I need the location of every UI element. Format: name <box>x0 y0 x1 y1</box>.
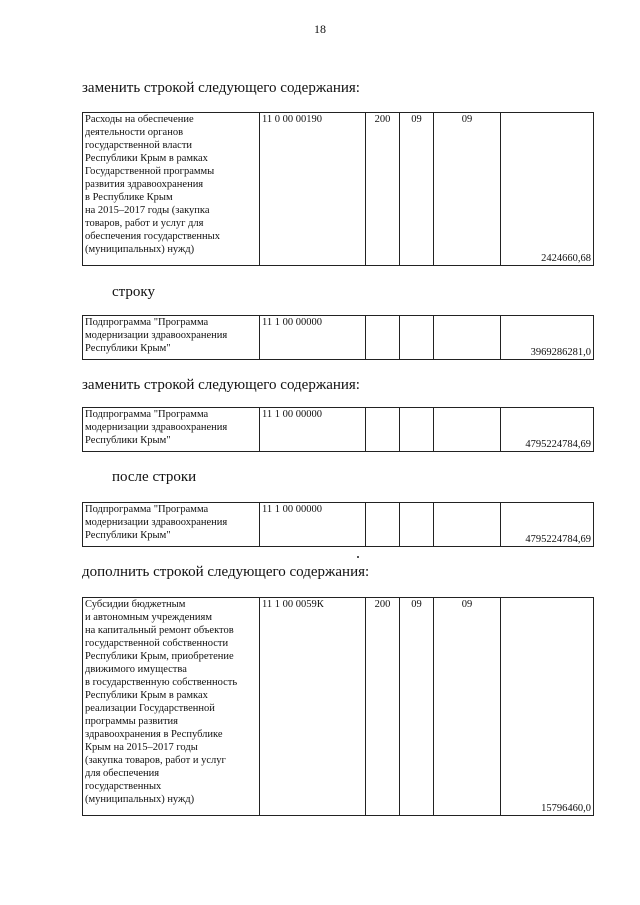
budget-row-table-5 <box>82 597 594 816</box>
section-code: 09 <box>400 598 434 816</box>
row-name <box>83 316 260 360</box>
name-line: (муниципальных) нужд) <box>85 794 195 805</box>
table-row <box>83 598 594 816</box>
name-line: государственной собственности <box>85 638 229 649</box>
subsection-code <box>434 316 501 360</box>
amount: 4795224784,69 <box>501 408 594 452</box>
name-line: реализации Государственной <box>85 703 215 714</box>
row-name <box>83 598 260 816</box>
section-code <box>400 316 434 360</box>
name-line: Подпрограмма "Программа <box>85 409 209 420</box>
budget-row-table-2 <box>82 315 594 360</box>
name-line: обеспечения государственных <box>85 231 220 242</box>
target-article-code: 11 0 00 00190 <box>260 113 366 266</box>
amount: 3969286281,0 <box>501 316 594 360</box>
name-line: государственной власти <box>85 140 193 151</box>
name-line: программы развития <box>85 716 178 727</box>
expense-type-code: 200 <box>366 113 400 266</box>
subsection-code <box>434 503 501 547</box>
target-article-code: 11 1 00 00000 <box>260 408 366 452</box>
name-line: товаров, работ и услуг для <box>85 218 204 229</box>
row-name <box>83 113 260 266</box>
row-name <box>83 408 260 452</box>
section-code: 09 <box>400 113 434 266</box>
expense-type-code <box>366 316 400 360</box>
subsection-code <box>434 408 501 452</box>
name-line: Республики Крым, приобретение <box>85 651 234 662</box>
heading-after-row: после строки <box>112 469 197 485</box>
budget-row-table-1 <box>82 112 594 266</box>
name-line: в Республике Крым <box>85 192 173 203</box>
subsection-code: 09 <box>434 598 501 816</box>
heading-replace-2: заменить строкой следующего содержания: <box>82 377 360 393</box>
name-line: государственных <box>85 781 162 792</box>
name-line: и автономным учреждениям <box>85 612 212 623</box>
budget-row-table-3 <box>82 407 594 452</box>
expense-type-code <box>366 408 400 452</box>
page-number: 18 <box>314 22 326 36</box>
heading-replace-1: заменить строкой следующего содержания: <box>82 80 360 96</box>
name-line: на 2015–2017 годы (закупка <box>85 205 210 216</box>
target-article-code: 11 1 00 00000 <box>260 316 366 360</box>
expense-type-code <box>366 503 400 547</box>
table-row <box>83 316 594 360</box>
name-line: развития здравоохранения <box>85 179 204 190</box>
expense-type-code: 200 <box>366 598 400 816</box>
name-line: модернизации здравоохранения <box>85 330 228 341</box>
name-line: деятельности органов <box>85 127 184 138</box>
name-line: (закупка товаров, работ и услуг <box>85 755 226 766</box>
name-line: в государственную собственность <box>85 677 238 688</box>
name-line: модернизации здравоохранения <box>85 422 228 433</box>
name-line: Республики Крым в рамках <box>85 690 208 701</box>
name-line: Подпрограмма "Программа <box>85 504 209 515</box>
amount: 15796460,0 <box>501 598 594 816</box>
name-line: Крым на 2015–2017 годы <box>85 742 198 753</box>
name-line: здравоохранения в Республике <box>85 729 223 740</box>
row-name <box>83 503 260 547</box>
scan-speck <box>357 556 359 558</box>
heading-row: строку <box>112 284 155 300</box>
table-row <box>83 408 594 452</box>
name-line: Республики Крым" <box>85 530 171 541</box>
name-line: для обеспечения <box>85 768 160 779</box>
table-row <box>83 113 594 266</box>
heading-append: дополнить строкой следующего содержания: <box>82 564 370 580</box>
name-line: модернизации здравоохранения <box>85 517 228 528</box>
name-line: Республики Крым в рамках <box>85 153 208 164</box>
budget-row-table-4 <box>82 502 594 547</box>
name-line: на капитальный ремонт объектов <box>85 625 234 636</box>
name-line: Государственной программы <box>85 166 215 177</box>
section-code <box>400 408 434 452</box>
name-line: Республики Крым" <box>85 435 171 446</box>
amount: 4795224784,69 <box>501 503 594 547</box>
name-line: движимого имущества <box>85 664 187 675</box>
target-article-code: 11 1 00 00000 <box>260 503 366 547</box>
target-article-code: 11 1 00 0059К <box>260 598 366 816</box>
name-line: Республики Крым" <box>85 343 171 354</box>
table-row <box>83 503 594 547</box>
subsection-code: 09 <box>434 113 501 266</box>
section-code <box>400 503 434 547</box>
name-line: Расходы на обеспечение <box>85 114 194 125</box>
name-line: (муниципальных) нужд) <box>85 244 195 255</box>
name-line: Подпрограмма "Программа <box>85 317 209 328</box>
amount: 2424660,68 <box>501 113 594 266</box>
name-line: Субсидии бюджетным <box>85 599 186 610</box>
